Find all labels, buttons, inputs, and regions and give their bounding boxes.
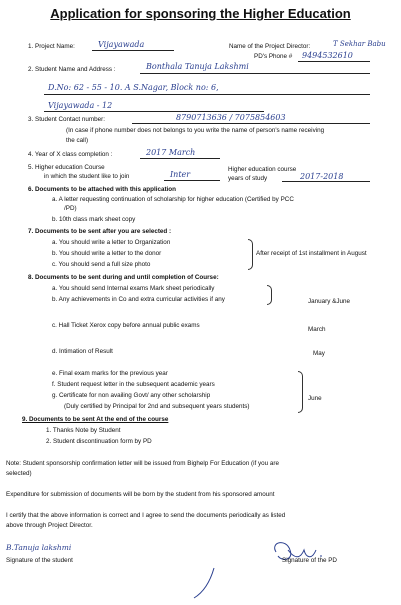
section-7-item-b: b. You should write a letter to the donor — [52, 250, 162, 257]
course-label-2: in which the student like to join — [44, 173, 130, 180]
section-9-item-2: 2. Student discontinuation form by PD — [46, 438, 152, 445]
project-director-value: T Sekhar Babu — [333, 40, 386, 48]
project-director-label: Name of the Project Director: — [229, 43, 311, 50]
section-8-item-f: f. Student request letter in the subsequent academic years — [52, 381, 215, 388]
address-line-1: D.No: 62 - 55 - 10. A S.Nagar, Block no: 6, — [48, 83, 219, 92]
section-8-ab-when: January &June — [308, 298, 351, 305]
pd-phone-underline — [298, 61, 370, 62]
section-8-item-a: a. You should send Internal exams Mark sheet periodically — [52, 285, 215, 292]
section-8-item-d: d. Intimation of Result — [52, 348, 113, 355]
section-6-heading: 6. Documents to be attached with this application — [28, 186, 176, 193]
pd-phone-value: 9494532610 — [302, 51, 353, 60]
section-7-note: After receipt of 1st installment in August — [256, 250, 367, 257]
section-6-item-a-line-1: a. A letter requesting continuation of scholarship for higher education (Certified by PCC — [52, 196, 294, 203]
year-label: 4. Year of X class completion : — [28, 151, 113, 158]
section-8-item-e: e. Final exam marks for the previous year — [52, 370, 168, 377]
section-7-heading: 7. Documents to be sent after you are selected : — [28, 228, 172, 235]
section-8-c-when: March — [308, 326, 326, 333]
section-7-item-a: a. You should write a letter to Organization — [52, 239, 171, 246]
note-line-2: selected) — [6, 470, 32, 477]
student-name-underline — [140, 73, 370, 74]
course-value: Inter — [170, 170, 191, 179]
section-6-item-a-line-2: /PD) — [64, 205, 77, 212]
section-8-item-b: b. Any achievements in Co and extra curricular activities if any — [52, 296, 225, 303]
expenditure-note: Expenditure for submission of documents will be born by the student from his sponsored amount — [6, 491, 275, 498]
section-8-item-g-line-1: g. Certificate for non availing Govt/ any other scholarship — [52, 392, 211, 399]
address-line-2: Vijayawada - 12 — [48, 101, 113, 110]
address-line-2-underline — [44, 111, 264, 112]
contact-note-line-1: (In case if phone number does not belongs to you write the name of person's name receiving — [66, 127, 325, 134]
section-8-d-when: May — [313, 350, 325, 357]
section-9-heading: 9. Documents to be sent At the end of the course — [22, 416, 169, 423]
year-underline — [140, 158, 220, 159]
course-years-value: 2017-2018 — [300, 172, 344, 181]
course-years-label-1: Higher education course — [228, 166, 297, 173]
section-8-efg-when: June — [308, 395, 322, 402]
section-7-item-c: c. You should send a full size photo — [52, 261, 151, 268]
section-8-item-g-line-2: (Duly certified by Principal for 2nd and subsequent years students) — [64, 403, 250, 410]
student-name-value: Bonthala Tanuja Lakshmi — [146, 62, 249, 71]
contact-note-line-2: the call) — [66, 137, 89, 144]
pd-signature-label: Signature of the PD — [282, 557, 337, 564]
section-8-ab-brace — [267, 285, 272, 305]
course-years-label-2: years of study — [228, 175, 268, 182]
pd-signature-mark — [190, 538, 350, 600]
course-underline — [164, 180, 220, 181]
certify-line-1: I certify that the above information is correct and I agree to send the documents periodically as listed — [6, 512, 286, 519]
student-signature: B.Tanuja lakshmi — [6, 543, 72, 552]
project-name-underline — [92, 50, 174, 51]
section-8-efg-brace — [298, 371, 303, 413]
note-line-1: Note: Student sponsorship confirmation letter will be issued from Bighelp For Education (if you are — [6, 460, 280, 467]
course-label-1: 5. Higher education Course — [28, 164, 105, 171]
student-signature-label: Signature of the student — [6, 557, 73, 564]
section-7-brace — [248, 239, 253, 270]
year-value: 2017 March — [146, 148, 196, 157]
section-9-item-1: 1. Thanks Note by Student — [46, 427, 121, 434]
certify-line-2: above through Project Director. — [6, 522, 93, 529]
contact-underline — [132, 123, 370, 124]
project-name-label: 1. Project Name: — [28, 43, 75, 50]
page-title: Application for sponsoring the Higher Education — [50, 6, 351, 21]
contact-value: 8790713636 / 7075854603 — [176, 113, 286, 122]
contact-label: 3. Student Contact number: — [28, 116, 106, 123]
section-8-item-c: c. Hall Ticket Xerox copy before annual public exams — [52, 322, 200, 329]
project-name-value: Vijayawada — [98, 40, 145, 49]
course-years-underline — [282, 181, 370, 182]
student-name-address-label: 2. Student Name and Address : — [28, 66, 116, 73]
pd-phone-label: PD's Phone # — [254, 53, 293, 60]
section-6-item-b: b. 10th class mark sheet copy — [52, 216, 136, 223]
address-line-1-underline — [44, 94, 370, 95]
section-8-heading: 8. Documents to be sent during and until completion of Course: — [28, 274, 219, 281]
